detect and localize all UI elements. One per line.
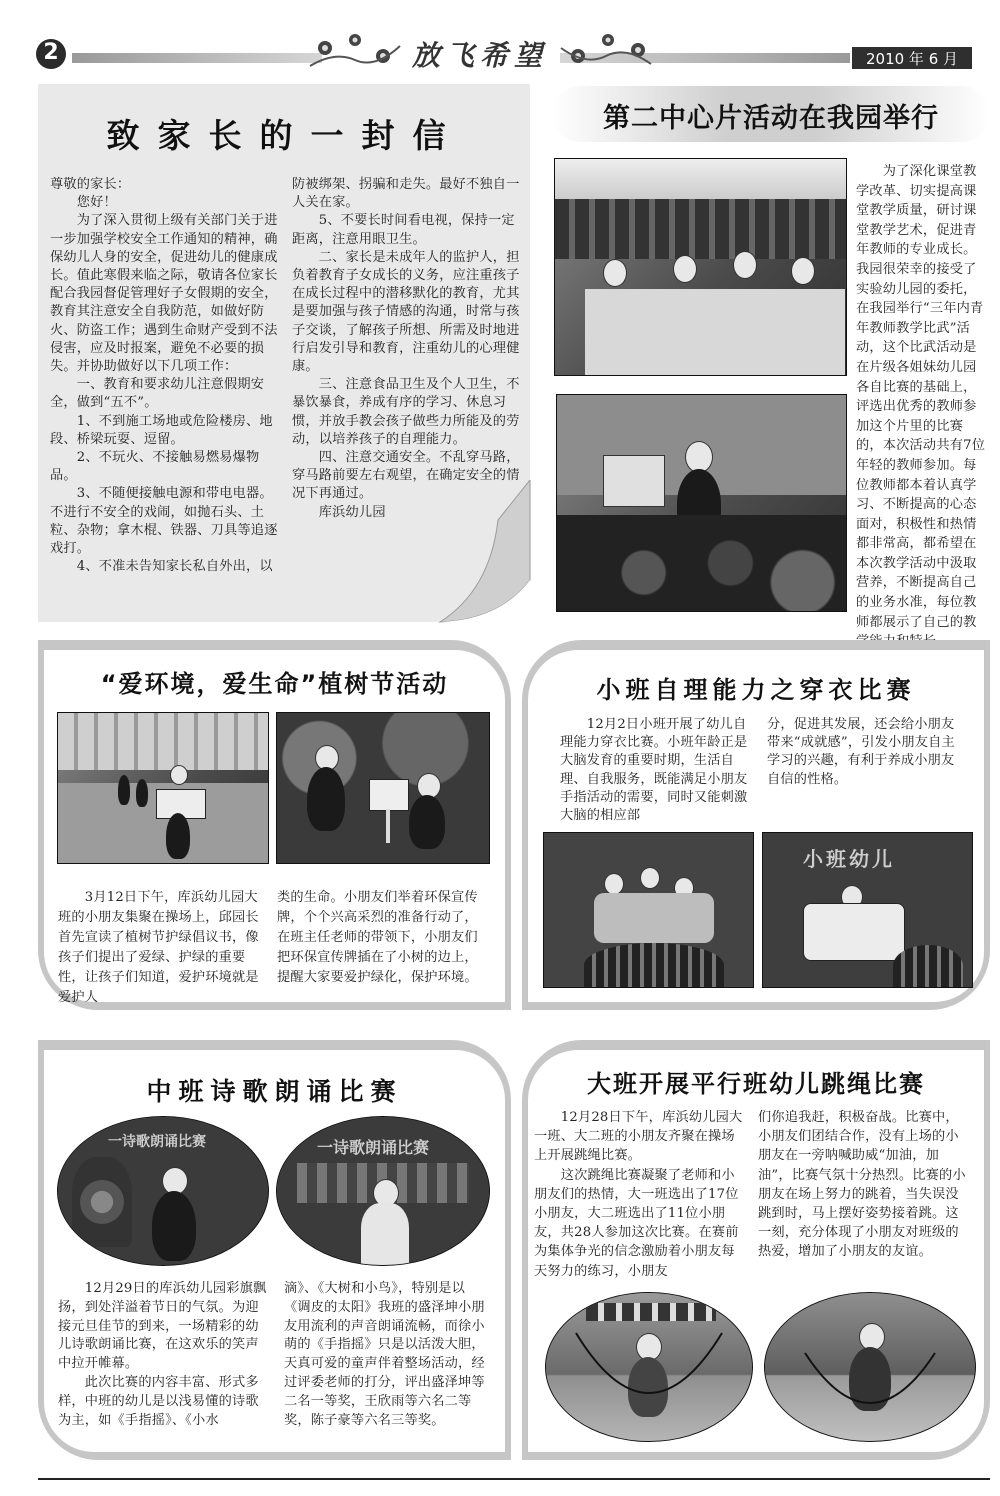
- dressing-body-col1: 12月2日小班开展了幼儿自理能力穿衣比赛。小班年龄正是大脑发育的重要时期，生活自理、自我服务，既能满足小朋友手指活动的需要，同时又能刺激大脑的相应部: [560, 717, 748, 824]
- photo-poetry-girl-tree: [57, 1116, 269, 1266]
- jumprope-body-col2: 们你追我赶，积极奋战。比赛中，小朋友们团结合作，没有上场的小朋友在一旁呐喊助威“加油，加油”，比赛气氛十分热烈。比赛的小朋友在场上努力的跳着，当失误没跳到时，马上摆好姿势接着跳。这一刻，充分体现了小朋友对班级的热爱，增加了小朋友的友谊。: [758, 1110, 966, 1260]
- photo-teachers-meeting: [554, 158, 847, 376]
- bottom-rule: [38, 1478, 990, 1480]
- photo-teacher-with-kids: [556, 394, 847, 612]
- dressing-body-col2: 分，促进其发展，还会给小朋友带来“成就感”，引发小朋友自主学习的兴趣，有利于养成小朋友自信的性格。: [767, 717, 955, 787]
- dressing-board-text: 小班幼儿: [803, 847, 895, 871]
- poetry-board-text-1: 一诗歌朗诵比赛: [108, 1134, 206, 1150]
- letter-body-col2: 防被绑架、拐骗和走失。最好不独自一人关在家。 5、不要长时间看电视，保持一定距离，注意用眼卫生。 二、家长是未成年人的监护人，担负着教育子女成长的义务，应注重孩子在成长过程中的潜移默化的教育，尤其是要加强与孩子情感的沟通，时常与孩子交谈，了解孩子所想、所需及时地进行启发引导和教育，注重幼儿的心理健康。 三、注意食品卫生及个人卫生，不暴饮暴食，养成有序的学习、休息习惯，并放手教会孩子做些力所能及的劳动，以培养孩子的自理能力。 四、注意交通安全。不乱穿马路，穿马路前要左右观望，在确定安全的情况下再通过。 库浜幼儿园: [292, 177, 520, 520]
- photo-tree-planting-sign: [276, 712, 490, 864]
- jumprope-body-col1: 12月28日下午，库浜幼儿园大一班、大二班的小朋友齐聚在操场上开展跳绳比赛。 这次跳绳比赛凝聚了老师和小朋友们的热情，大一班选出了17位小朋友，大二班选出了11位小朋友，共28人参加这次比赛。在赛前为集体争光的信念激励着小朋友每天努力的练习，小朋友: [534, 1110, 743, 1279]
- photo-dressing-board: [762, 832, 973, 988]
- tree-planting-body-col1: 3月12日下午，库浜幼儿园大班的小朋友集聚在操场上，邱园长首先宣读了植树节护绿倡议书，像孩子们提出了爱绿、护绿的重要性，让孩子们知道，爱护环境就是爱护人: [58, 890, 259, 1005]
- tree-planting-body-col2: 类的生命。小朋友们举着环保宣传牌，个个兴高采烈的准备行动了，在班主任老师的带领下，小朋友们把环保宣传牌插在了小树的边上，提醒大家要爱护绿化，保护环境。: [277, 890, 478, 985]
- letter-body-col1: 尊敬的家长： 您好！ 为了深入贯彻上级有关部门关于进一步加强学校安全工作通知的精神，确保幼儿人身的安全，促进幼儿的健康成长。值此寒假来临之际，敬请各位家长配合我园督促管理好子女假期的安全，教育其注意安全自我防范，如做好防火、防盗工作；遇到生命财产受到不法侵害，应及时报案，避免不必要的损失。并协助做好以下几项工作： 一、教育和要求幼儿注意假期安全，做到“五不”。 1、不到施工场地或危险楼房、地段、桥梁玩耍、逗留。 2、不玩火、不接触易燃易爆物品。 3、不随便接触电源和带电电器。不进行不安全的戏闹，如抛石头、土粒、杂物；拿木棍、铁器、刀具等追逐戏打。 4、不准未告知家长私自外出，以: [50, 177, 278, 575]
- page-number: 2: [43, 40, 59, 65]
- photo-poetry-girl-board: [276, 1116, 490, 1266]
- jumprope-title: 大班开展平行班幼儿跳绳比赛: [587, 1070, 925, 1098]
- masthead-bar-left: [72, 53, 322, 63]
- center-event-body: 为了深化课堂教学改革、切实提高课堂教学质量，研讨课堂教学艺术，促进青年教师的专业成长。我园很荣幸的接受了实验幼儿园的委托，在我园举行“三年内青年教师教学比武”活动，这个比武活动是在片级各姐妹幼儿园各自比赛的基础上，评选出优秀的教师参加这个片里的比赛的，本次活动共有7位年轻的教师参加。每位教师都本着认真学习、不断提高的心态面对，积极性和热情都非常高，都希望在本次教学活动中汲取营养，不断提高自己的业务水准，每位教师都展示了自己的教: [856, 164, 986, 630]
- flower-ornament-left-icon: [305, 26, 405, 74]
- center-event-title: 第二中心片活动在我园举行: [603, 103, 939, 134]
- issue-date: 2010 年 6 月: [865, 50, 959, 68]
- masthead: [0, 0, 1000, 80]
- tree-planting-title: “爱环境，爱生命”植树节活动: [100, 670, 449, 698]
- dressing-title: 小班自理能力之穿衣比赛: [596, 676, 916, 704]
- poetry-body-col1: 12月29日的库浜幼儿园彩旗飘扬，到处洋溢着节日的气氛。为迎接元旦佳节的到来，一场精彩的幼儿诗歌朗诵比赛，在这欢乐的笑声中拉开帷幕。 此次比赛的内容丰富、形式多样，中班的幼儿是以浅易懂的诗歌为主，如《手指摇》、《小水: [58, 1281, 267, 1428]
- photo-tree-planting-playground: [57, 712, 269, 864]
- poetry-board-text-2: 一诗歌朗诵比赛: [317, 1138, 430, 1157]
- poetry-body-col2: 滴》、《大树和小鸟》，特别是以《调皮的太阳》我班的盛泽坤小朋友用流利的声音朗诵流畅，而徐小萌的《手指摇》只是以活泼大胆，天真可爱的童声伴着整场活动，经过评委老师的打分，评出盛泽坤等二名一等奖，王欣雨等六名二等奖，陈子豪等六名三等奖。: [284, 1281, 485, 1428]
- photo-jumprope-girl: [545, 1292, 753, 1442]
- letter-title: 致家长的一封信: [106, 116, 464, 155]
- poetry-title: 中班诗歌朗诵比赛: [146, 1077, 403, 1106]
- flower-ornament-right-icon: [556, 26, 656, 74]
- masthead-title: 放飞希望: [411, 39, 548, 72]
- photo-dressing-kids-group: [543, 832, 754, 988]
- photo-jumprope-boy: [764, 1292, 976, 1442]
